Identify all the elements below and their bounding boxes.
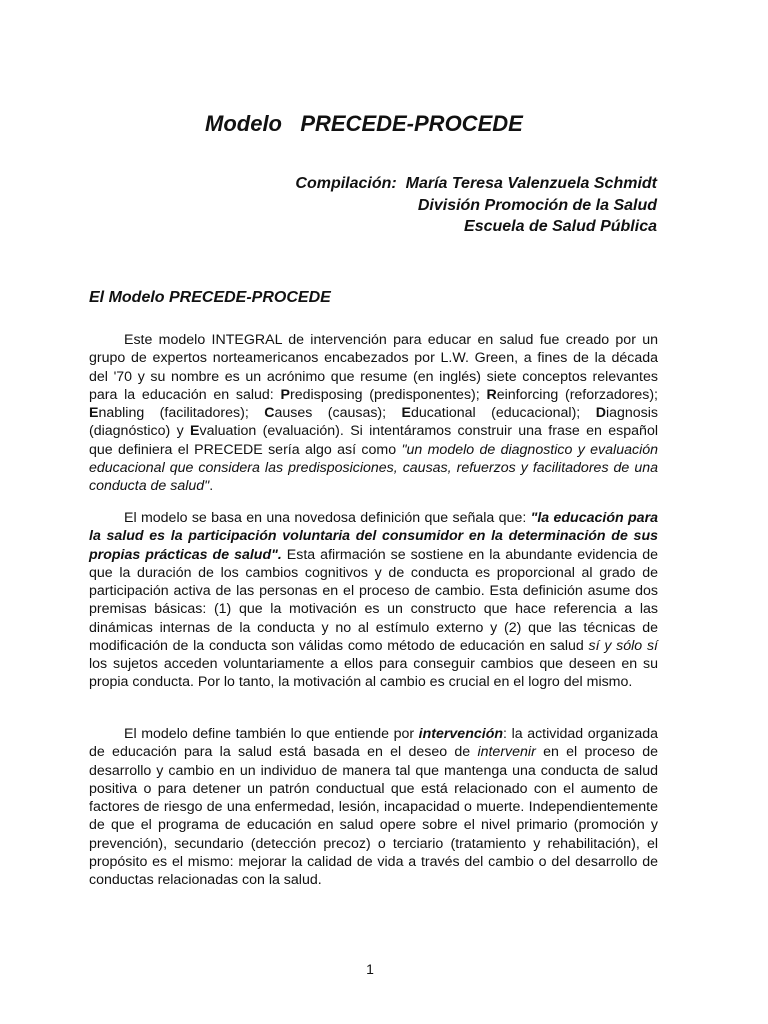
credits-division: División Promoción de la Salud [417, 196, 657, 214]
acronym-letter-e: E [89, 405, 99, 421]
text-run: El modelo se basa en una novedosa definición que señala que: [124, 510, 531, 526]
acronym-letter-d: D [595, 405, 606, 421]
text-run: redisposing (predisponentes); [289, 386, 487, 403]
acronym-letter-e: E [190, 423, 200, 440]
text-run: . [209, 478, 214, 494]
text-run: en el proceso de desarrollo y cambio en un individuo de manera tal que mantenga una conducta de salud positiva o para detener un patrón conductual que está relacionado con el aumento de factores de riesgo de una enfermedad, lesión, incapacidad o muerte. Independientemente de que el programa de educación en salud opere sobre el nivel primario (promoción y prevención), secundario (detección precoz) o terciario (tratamiento y rehabilitación), el propósito es el mismo: mejorar la calidad de vida a través del cambio o del desarrollo de conductas relacionadas con la salud. [89, 744, 658, 888]
emphasis-text: intervenir [477, 744, 536, 761]
text-run: auses (causas); [274, 405, 402, 421]
text-run: iagnosis (diagnóstico) y [89, 405, 659, 440]
text-run: nabling (facilitadores); [98, 405, 265, 421]
credits-school: Escuela de Salud Pública [464, 218, 657, 235]
text-run: El modelo define también lo que entiende por [124, 726, 419, 742]
credits-author: Compilación: María Teresa Valenzuela Schmidt [295, 175, 657, 192]
paragraph-definition [89, 509, 658, 692]
paragraph-intervention [89, 725, 658, 889]
text-run: : la actividad organizada de educación para la salud está basada en el deseo de [89, 726, 658, 761]
text-run: Este modelo INTEGRAL de intervención para educar en salud fue creado por un grupo de expertos norteamericanos encabezados por L.W. Green, a fines de la década del '70 y su nombre es un acrónimo que resume (en inglés) siete conceptos relevantes para la educación en salud: [89, 332, 658, 403]
definition-quote: "un modelo de diagnostico y evaluación educacional que considera las predisposiciones, causas, refuerzos y facilitadores de una conducta de salud" [89, 441, 658, 494]
key-term: intervención [418, 726, 504, 742]
page-number: 1 [366, 961, 374, 977]
text-run: Esta afirmación se sostiene en la abundante evidencia de que la duración de los cambios cognitivos y de conducta es proporcional al grado de participación activa de las personas en el proceso de cambio. Esta definición asume dos premisas básicas: (1) que la motivación es un constructo que hace referencia a las dinámicas internas de la conducta y no al estímulo externo y (2) que las técnicas de modificación de la conducta son válidas como método de educación en salud [89, 546, 659, 654]
text-run: einforcing (reforzadores); [496, 386, 659, 403]
emphasis-text: sí y sólo sí [588, 637, 658, 654]
acronym-letter-e: E [401, 405, 412, 421]
document-title: Modelo PRECEDE-PROCEDE [205, 111, 523, 136]
credits-block [295, 173, 657, 238]
text-run: valuation (evaluación). Si intentáramos construir una frase en español que definiera el PRECEDE sería algo así como [89, 423, 658, 458]
acronym-letter-c: C [264, 405, 275, 421]
acronym-letter-p: P [280, 386, 290, 403]
text-run: ducational (educacional); [411, 405, 596, 421]
section-heading: El Modelo PRECEDE-PROCEDE [89, 289, 331, 306]
text-run: los sujetos acceden voluntariamente a ellos para conseguir cambios que deseen en su propia conducta. Por lo tanto, la motivación al cambio es crucial en el logro del mismo. [89, 656, 658, 691]
acronym-letter-r: R [486, 386, 497, 403]
paragraph-acronym [89, 331, 658, 495]
definition-quote: "la educación para la salud es la participación voluntaria del consumidor en la determinación de sus propias prácticas de salud". [89, 510, 658, 563]
